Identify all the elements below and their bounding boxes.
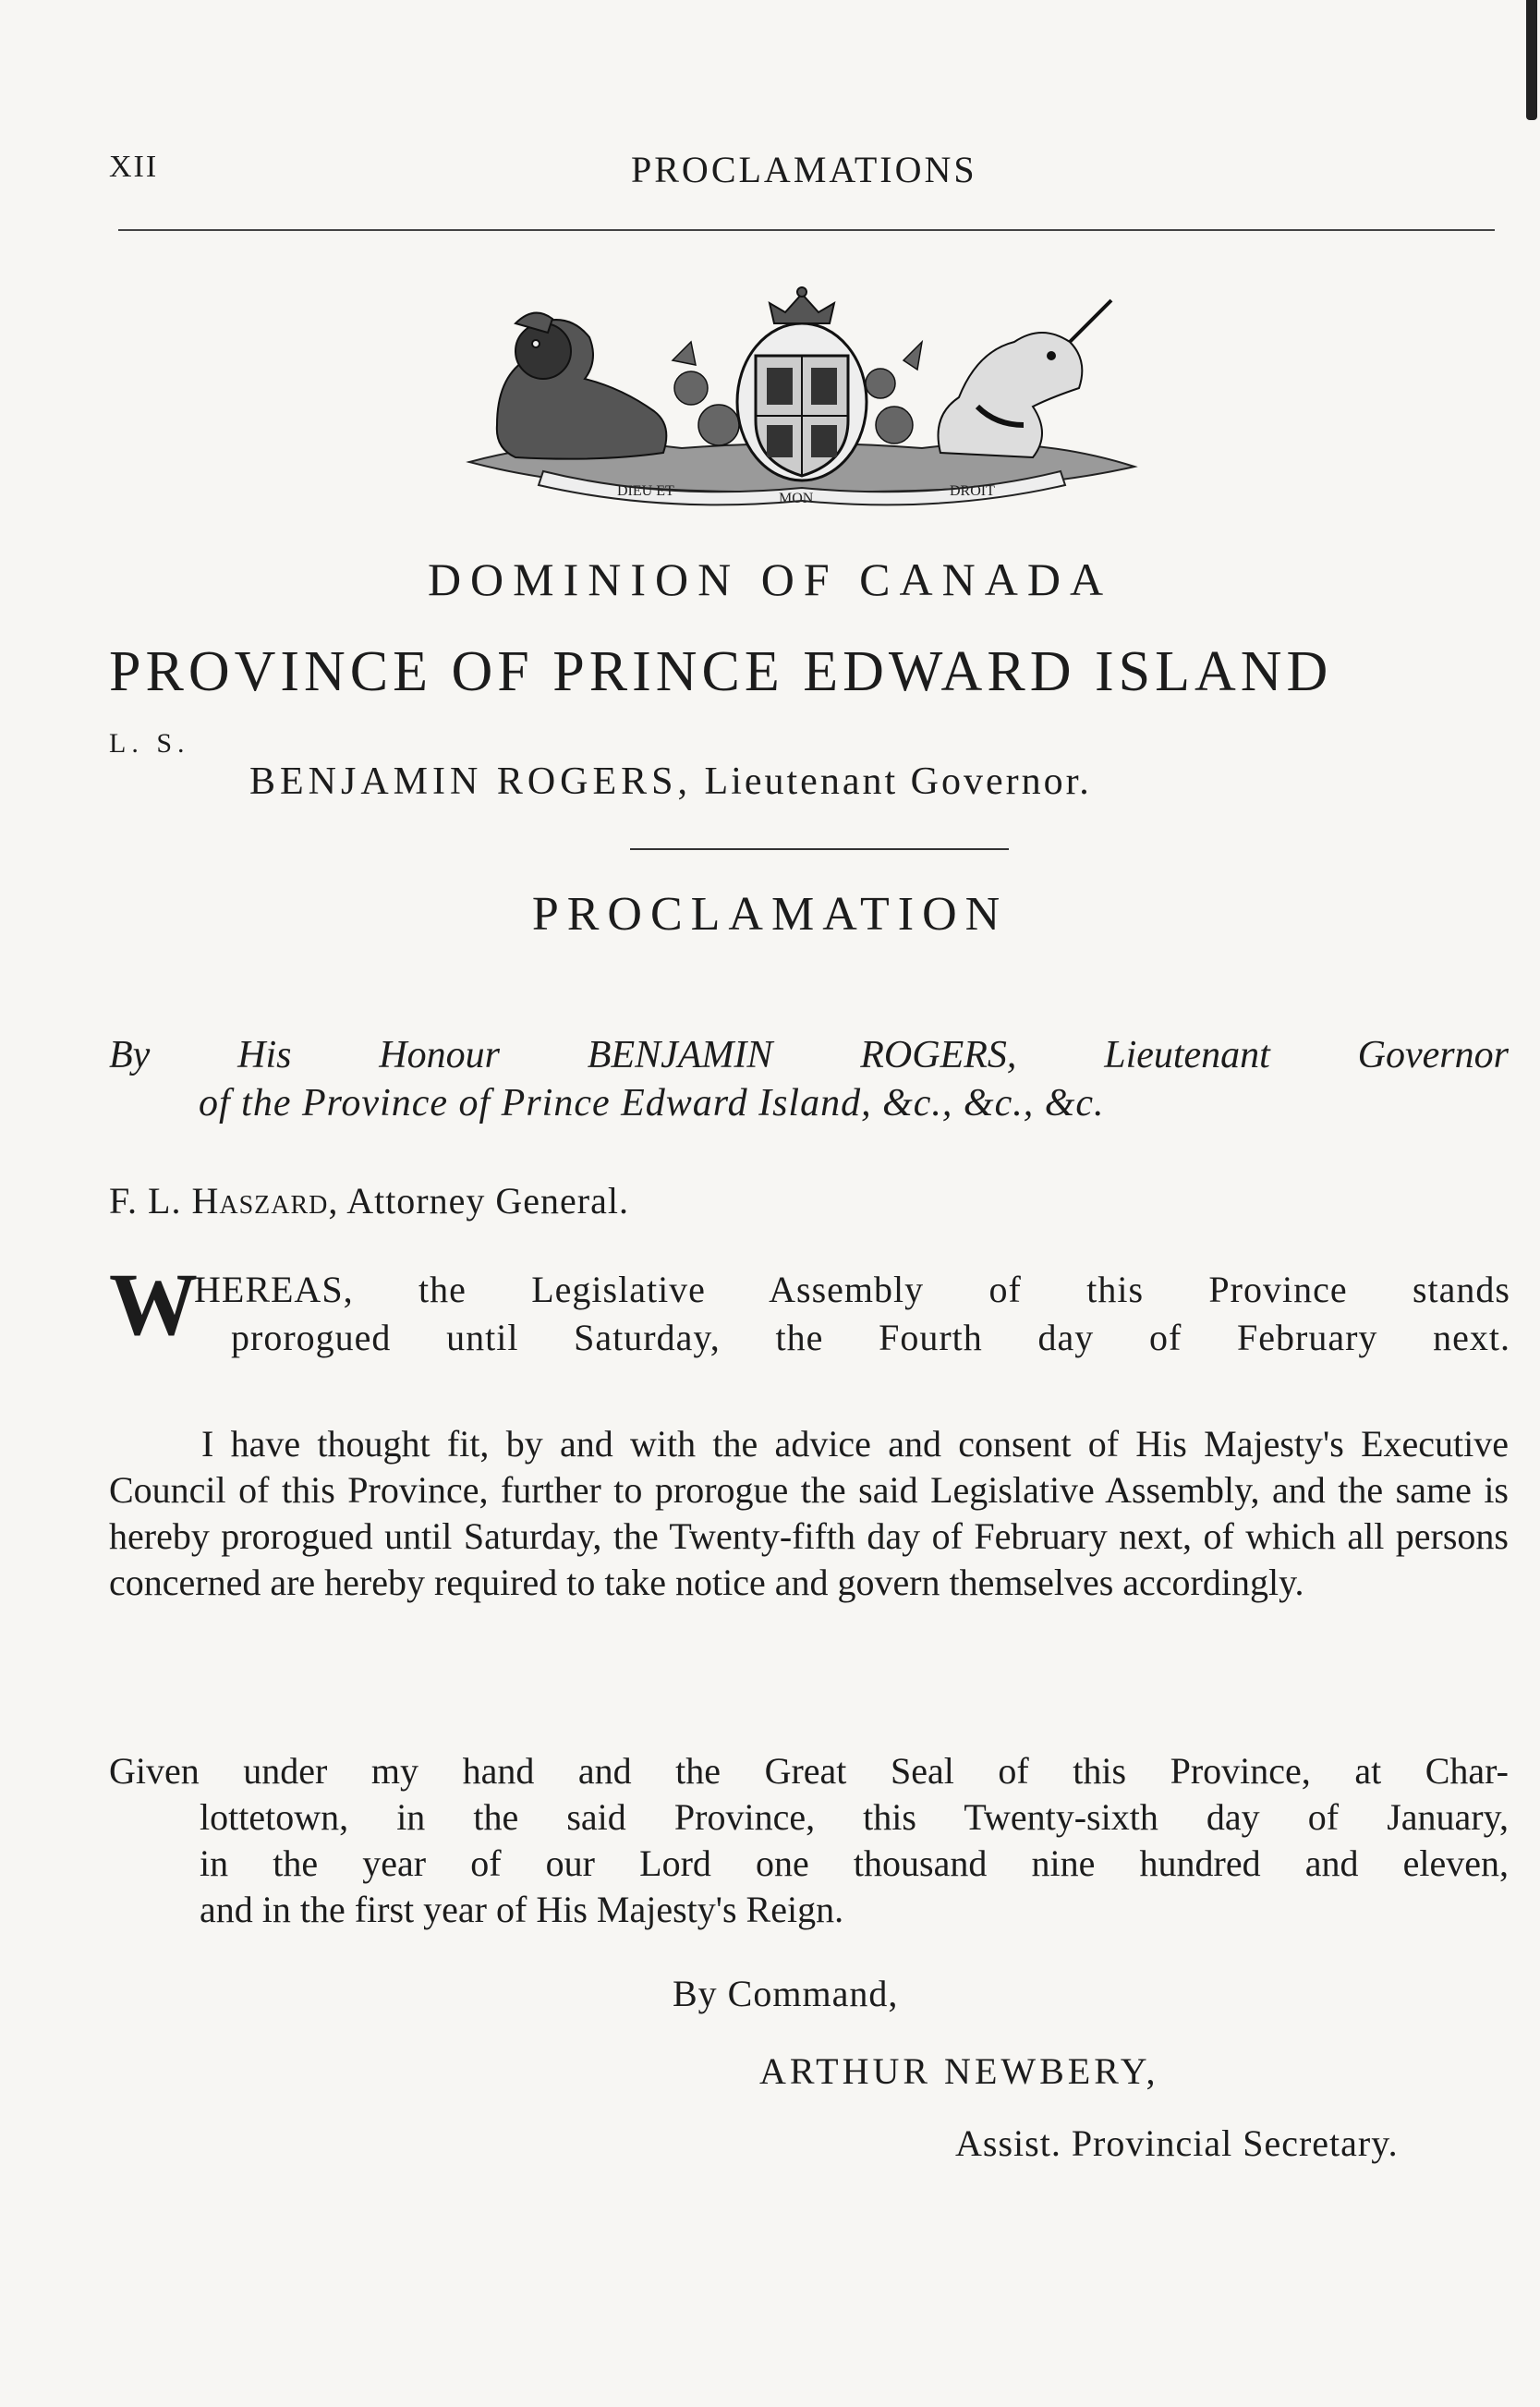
whereas-line-2: prorogued until Saturday, the Fourth day of February next. — [231, 1317, 1510, 1358]
secretary-name: ARTHUR NEWBERY, — [759, 2050, 1159, 2092]
given-under-paragraph — [109, 1748, 1509, 1933]
seal-mark: L. S. — [109, 728, 190, 759]
given-line: in the year of our Lord one thousand nine hundred and eleven, — [200, 1842, 1509, 1884]
authority-line-1: By His Honour BENJAMIN ROGERS, Lieutenant Governor — [109, 1034, 1509, 1076]
whereas-line-1: HEREAS, the Legislative Assembly of this Province stands — [194, 1269, 1510, 1310]
motto-right: DROIT — [950, 483, 995, 499]
proclamation-heading: PROCLAMATION — [531, 888, 1009, 941]
attorney-initials: F. L. — [109, 1180, 182, 1222]
page-edge-mark — [1526, 0, 1537, 120]
province-heading: PROVINCE OF PRINCE EDWARD ISLAND — [109, 640, 1333, 703]
running-title: PROCLAMATIONS — [631, 149, 977, 190]
motto-center: MON — [779, 491, 814, 506]
attorney-title: Attorney General. — [346, 1180, 629, 1222]
dominion-heading: DOMINION OF CANADA — [427, 553, 1113, 605]
crown-icon — [770, 287, 834, 323]
motto-left: DIEU ET — [617, 483, 674, 499]
governor-name: BENJAMIN ROGERS, — [249, 760, 693, 803]
page-number: XII — [109, 150, 159, 184]
given-line: lottetown, in the said Province, this Twenty-sixth day of January, — [200, 1796, 1509, 1838]
secretary-title: Assist. Provincial Secretary. — [955, 2122, 1399, 2164]
prorogation-text: I have thought fit, by and with the advice and consent of His Majesty's Executive Council of this Province, further to prorogue the said Legislative Assembly, and the same is hereby prorogued until Saturday, the Twenty-fifth day of February next, of which all persons concerned are hereby required to take notice and govern themselves accordingly. — [109, 1423, 1509, 1603]
given-line: and in the first year of His Majesty's Reign. — [200, 1889, 844, 1930]
by-command: By Command, — [673, 1973, 899, 2014]
prorogation-paragraph — [109, 1421, 1509, 1606]
lion-icon — [497, 313, 667, 459]
attorney-name: Haszard, — [191, 1180, 339, 1222]
given-line: Given under my hand and the Great Seal of this Province, at Char- — [109, 1750, 1509, 1792]
section-divider — [630, 848, 1009, 850]
governor-line — [249, 760, 1092, 804]
governor-title: Lieutenant Governor. — [704, 760, 1092, 803]
attorney-general-line — [109, 1179, 629, 1222]
header-rule — [118, 229, 1495, 231]
unicorn-icon — [939, 300, 1112, 457]
royal-coat-of-arms — [460, 286, 1144, 508]
authority-line-2: of the Province of Prince Edward Island, &c., &c., &c. — [199, 1082, 1105, 1124]
whereas-drop-cap: W — [109, 1255, 198, 1354]
